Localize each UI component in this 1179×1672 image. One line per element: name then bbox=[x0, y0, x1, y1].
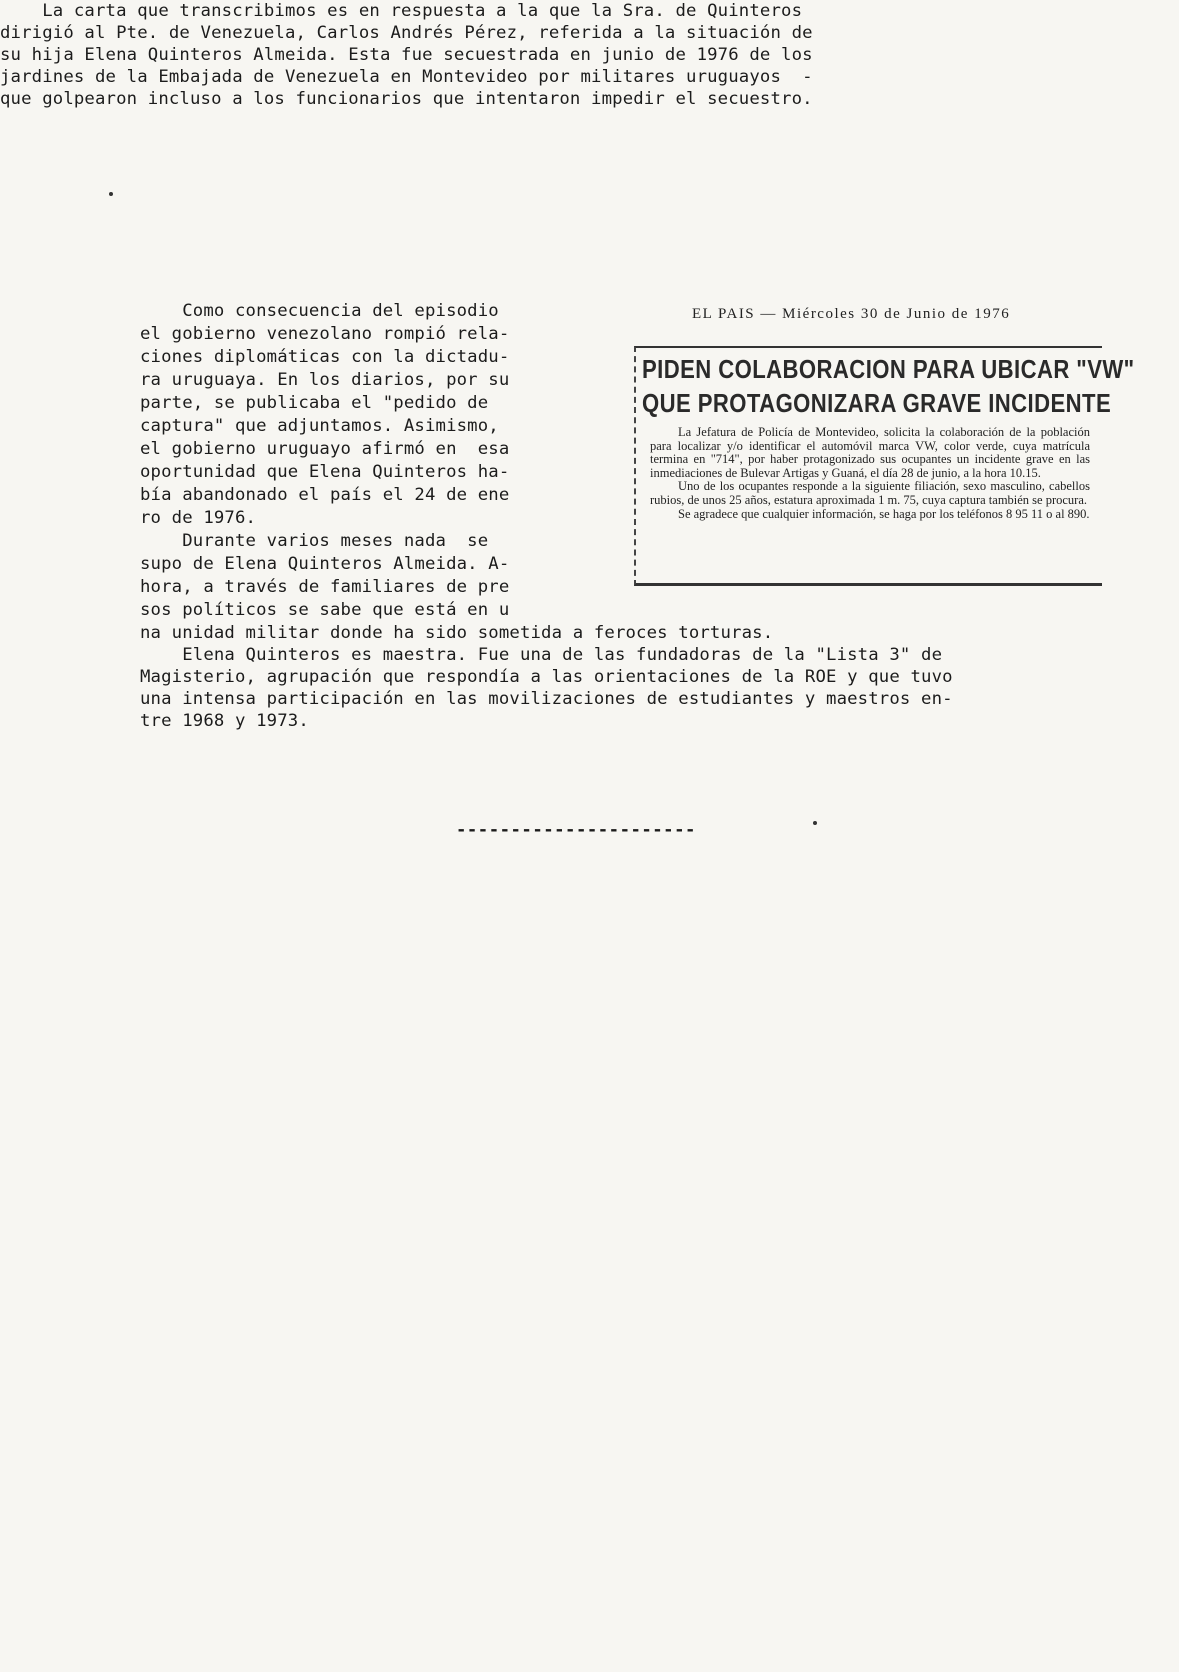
clipping-body bbox=[650, 426, 1090, 521]
text-line: hora, a través de familiares de pre bbox=[140, 577, 510, 597]
text-line: La carta que transcribimos es en respuesta a la que la Sra. de Quinteros bbox=[0, 1, 803, 21]
text-line: Elena Quinteros es maestra. Fue una de las fundadoras de la "Lista 3" de bbox=[140, 645, 943, 665]
text-line: captura" que adjuntamos. Asimismo, bbox=[140, 416, 499, 436]
newspaper-clipping bbox=[634, 302, 1135, 588]
text-line: ciones diplomáticas con la dictadu- bbox=[140, 347, 510, 367]
ink-speck bbox=[109, 192, 113, 196]
text-line: su hija Elena Quinteros Almeida. Esta fue secuestrada en junio de 1976 de los bbox=[0, 45, 813, 65]
clipping-headline: PIDEN COLABORACION PARA UBICAR "VW" bbox=[642, 354, 1135, 384]
clipping-box bbox=[634, 346, 1135, 586]
text-line: oportunidad que Elena Quinteros ha- bbox=[140, 462, 510, 482]
text-line: Durante varios meses nada se bbox=[140, 531, 489, 551]
text-line: parte, se publicaba el "pedido de bbox=[140, 393, 489, 413]
text-line: ro de 1976. bbox=[140, 508, 257, 528]
clipping-paragraph: La Jefatura de Policía de Montevideo, solicita la colaboración de la población para localizar y/o identificar el automóvil marca VW, color verde, cuya matrícula termina en "714", por haber protagonizado sus ocupantes un incidente grave en las inmediaciones de Bulevar Artigas y Guaná, el día 28 de junio, a la hora 10.15. bbox=[650, 425, 1090, 480]
text-line: Como consecuencia del episodio bbox=[140, 301, 499, 321]
text-line: que golpearon incluso a los funcionarios que intentaron impedir el secuestro. bbox=[0, 89, 813, 109]
text-line: dirigió al Pte. de Venezuela, Carlos Andrés Pérez, referida a la situación de bbox=[0, 23, 813, 43]
clipping-paragraph: Se agradece que cualquier información, se haga por los teléfonos 8 95 11 o al 890. bbox=[678, 506, 1090, 521]
text-line: el gobierno venezolano rompió rela- bbox=[140, 324, 510, 344]
text-line: ra uruguaya. En los diarios, por su bbox=[140, 370, 510, 390]
text-line: Magisterio, agrupación que respondía a las orientaciones de la ROE y que tuvo bbox=[140, 667, 953, 687]
text-line: na unidad militar donde ha sido sometida a feroces torturas. bbox=[140, 623, 774, 643]
text-line: el gobierno uruguayo afirmó en esa bbox=[140, 439, 510, 459]
text-line: bía abandonado el país el 24 de ene bbox=[140, 485, 510, 505]
separator-line: ---------------------- bbox=[456, 820, 696, 840]
clipping-source: EL PAIS — Miércoles 30 de Junio de 1976 bbox=[692, 306, 1011, 322]
text-line: una intensa participación en las movilizaciones de estudiantes y maestros en- bbox=[140, 689, 953, 709]
text-line: sos políticos se sabe que está en u bbox=[140, 600, 510, 620]
text-line: jardines de la Embajada de Venezuela en Montevideo por militares uruguayos - bbox=[0, 67, 813, 87]
text-line: supo de Elena Quinteros Almeida. A- bbox=[140, 554, 510, 574]
text-line: tre 1968 y 1973. bbox=[140, 711, 309, 731]
clipping-paragraph: Uno de los ocupantes responde a la siguiente filiación, sexo masculino, cabellos rubios, de unos 25 años, estatura aproximada 1 m. 75, cuya captura también se procura. bbox=[650, 479, 1090, 507]
clipping-headline: QUE PROTAGONIZARA GRAVE INCIDENTE bbox=[642, 388, 1112, 418]
ink-speck bbox=[813, 821, 817, 825]
